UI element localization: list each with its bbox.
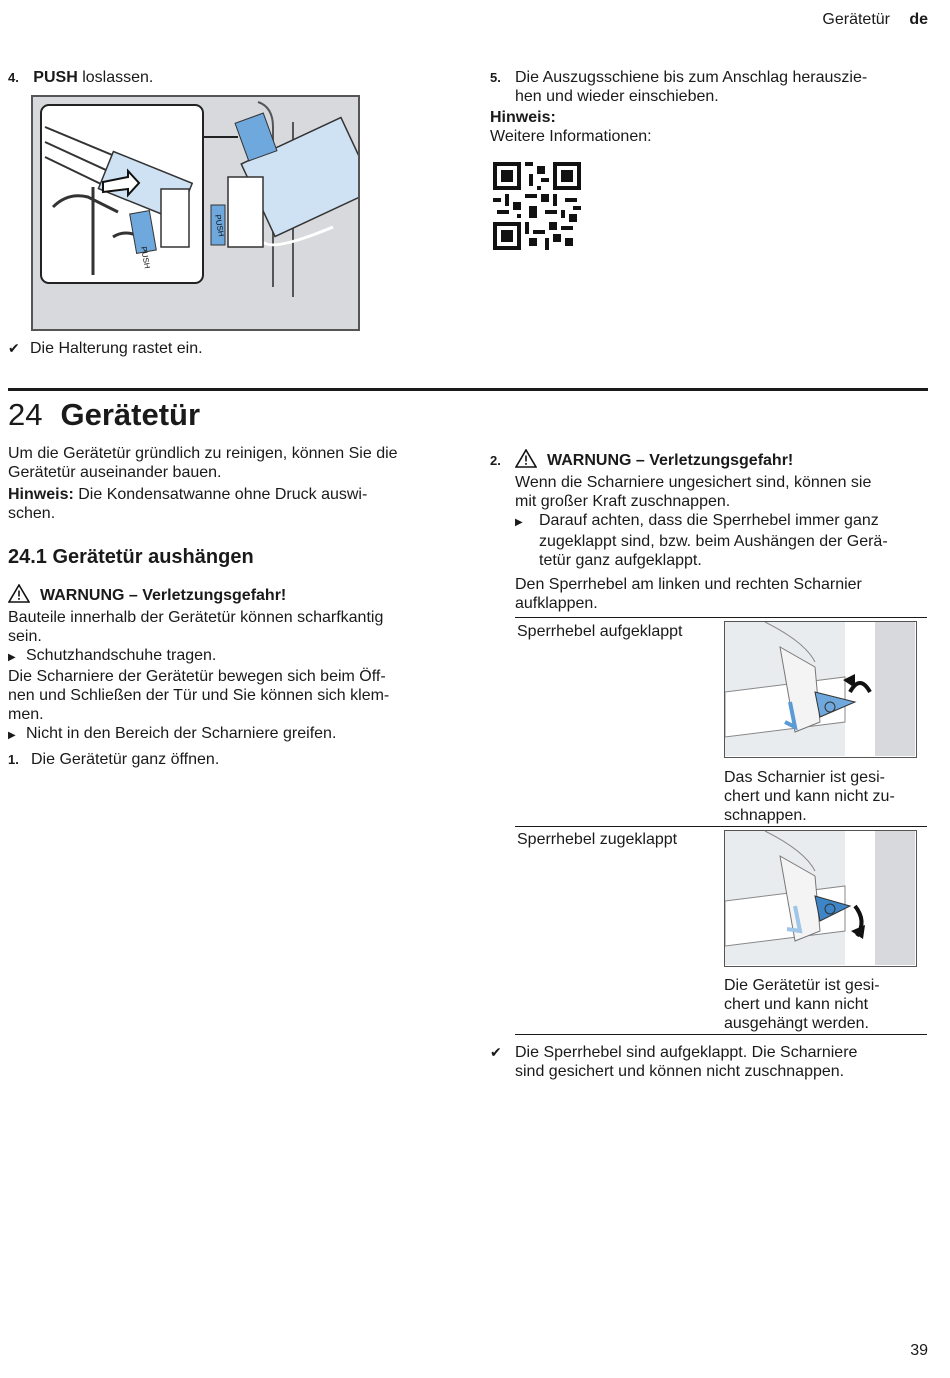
step-5-line-2: hen und wieder einschieben. [515, 88, 719, 105]
chapter-rule [8, 388, 928, 391]
table-row-2-label: Sperrhebel zugeklappt [517, 831, 678, 848]
section-number: 24.1 [8, 546, 47, 568]
warning-text: sein. [8, 628, 42, 645]
step-number: 2. [490, 453, 501, 468]
caption-line: Die Gerätetür ist gesi- [724, 977, 880, 994]
warning-title: WARNUNG – Verletzungsgefahr! [547, 452, 794, 469]
intro-paragraph [8, 444, 448, 523]
chapter-number: 24 [8, 397, 43, 432]
warning-text: men. [8, 706, 44, 723]
warning-text: Bauteile innerhalb der Gerätetür können scharfkantig [8, 609, 384, 626]
warning-text: Die Scharniere der Gerätetür bewegen sich beim Öff- [8, 668, 386, 685]
step-4 [8, 68, 153, 87]
note-label: Hinweis: [8, 486, 74, 503]
result-text: Die Sperrhebel sind aufgeklappt. Die Scharniere [515, 1044, 858, 1061]
table-row-1-label: Sperrhebel aufgeklappt [517, 623, 683, 640]
running-header-title: Gerätetür [822, 11, 890, 28]
bullet-text: Schutzhandschuhe tragen. [26, 647, 217, 664]
bullet-triangle-icon: ▶ [8, 652, 16, 663]
note-text: schen. [8, 505, 56, 522]
warning-text: nen und Schließen der Tür und Sie können sich klem- [8, 687, 390, 704]
lever-closed-illustration [724, 830, 917, 967]
rail-push-drawing [33, 97, 358, 329]
result-text: Die Halterung rastet ein. [30, 340, 203, 357]
step-number: 5. [490, 70, 501, 85]
table-row-2-caption [724, 976, 924, 1033]
chapter-title: Gerätetür [60, 397, 201, 432]
step-5-line-1: Die Auszugsschiene bis zum Anschlag herauszie- [515, 69, 868, 86]
bullet-text: tetür ganz aufgeklappt. [539, 552, 702, 569]
intro-line: Gerätetür auseinander bauen. [8, 464, 222, 481]
step-1 [8, 750, 448, 769]
rail-push-illustration [31, 95, 360, 331]
note-text: Weitere Informationen: [490, 128, 652, 145]
note-label: Hinweis: [490, 109, 556, 126]
caption-line: ausgehängt werden. [724, 1015, 869, 1032]
page-number: 39 [910, 1342, 928, 1359]
step-text: Die Gerätetür ganz öffnen. [31, 751, 220, 768]
push-label-inset: PUSH [139, 245, 152, 270]
note-text: Die Kondensatwanne ohne Druck auswi- [73, 486, 368, 503]
section-title: Gerätetür aushängen [52, 546, 254, 568]
check-icon: ✔ [490, 1044, 502, 1060]
intro-note [8, 485, 448, 504]
warning-bullet [490, 511, 930, 532]
caption-line: Das Scharnier ist gesi- [724, 769, 885, 786]
result-halterung [8, 339, 203, 358]
step-text: loslassen. [77, 69, 154, 86]
lever-open-illustration [724, 621, 917, 758]
action-text: Den Sperrhebel am linken und rechten Scharnier [515, 576, 862, 593]
bullet-text: zugeklappt sind, bzw. beim Aushängen der Gerä- [539, 533, 888, 550]
table-rule-mid [515, 826, 927, 827]
push-label-main: PUSH [213, 213, 226, 238]
section-heading [8, 545, 254, 569]
warning-triangle-icon [8, 584, 30, 608]
table-row-1-caption [724, 768, 924, 825]
result-sperrhebel [490, 1043, 930, 1081]
warning-title: WARNUNG – Verletzungsgefahr! [40, 587, 287, 604]
result-text: sind gesichert und können nicht zuschnappen. [515, 1063, 845, 1080]
action-text: aufklappen. [515, 595, 598, 612]
bullet-triangle-icon: ▶ [8, 730, 16, 741]
warning-text: Wenn die Scharniere ungesichert sind, können sie [515, 474, 872, 491]
check-icon: ✔ [8, 340, 20, 356]
caption-line: schnappen. [724, 807, 807, 824]
step-number: 4. [8, 70, 19, 85]
caption-line: chert und kann nicht [724, 996, 869, 1013]
bullet-text: Nicht in den Bereich der Scharniere greifen. [26, 725, 337, 742]
warning-triangle-icon [515, 449, 537, 473]
step-2-warning-heading [490, 449, 930, 473]
table-rule-bottom [515, 1034, 927, 1035]
intro-line: Um die Gerätetür gründlich zu reinigen, können Sie die [8, 445, 398, 462]
warning-block-1 [8, 584, 448, 769]
step-number: 1. [8, 752, 19, 767]
running-header-language: de [909, 11, 928, 28]
warning-text: mit großer Kraft zuschnappen. [515, 493, 731, 510]
warning-heading [8, 584, 448, 608]
warning-bullet [8, 646, 448, 667]
push-keyword: PUSH [33, 69, 78, 86]
bullet-triangle-icon: ▶ [515, 517, 523, 528]
warning-bullet [8, 724, 448, 745]
chapter-heading [8, 398, 200, 432]
bullet-text: Darauf achten, dass die Sperrhebel immer ganz [539, 512, 879, 529]
step-5 [490, 68, 930, 146]
caption-line: chert und kann nicht zu- [724, 788, 895, 805]
table-rule-top [515, 617, 927, 618]
qr-code-icon[interactable] [493, 162, 581, 250]
step-2 [490, 449, 930, 613]
